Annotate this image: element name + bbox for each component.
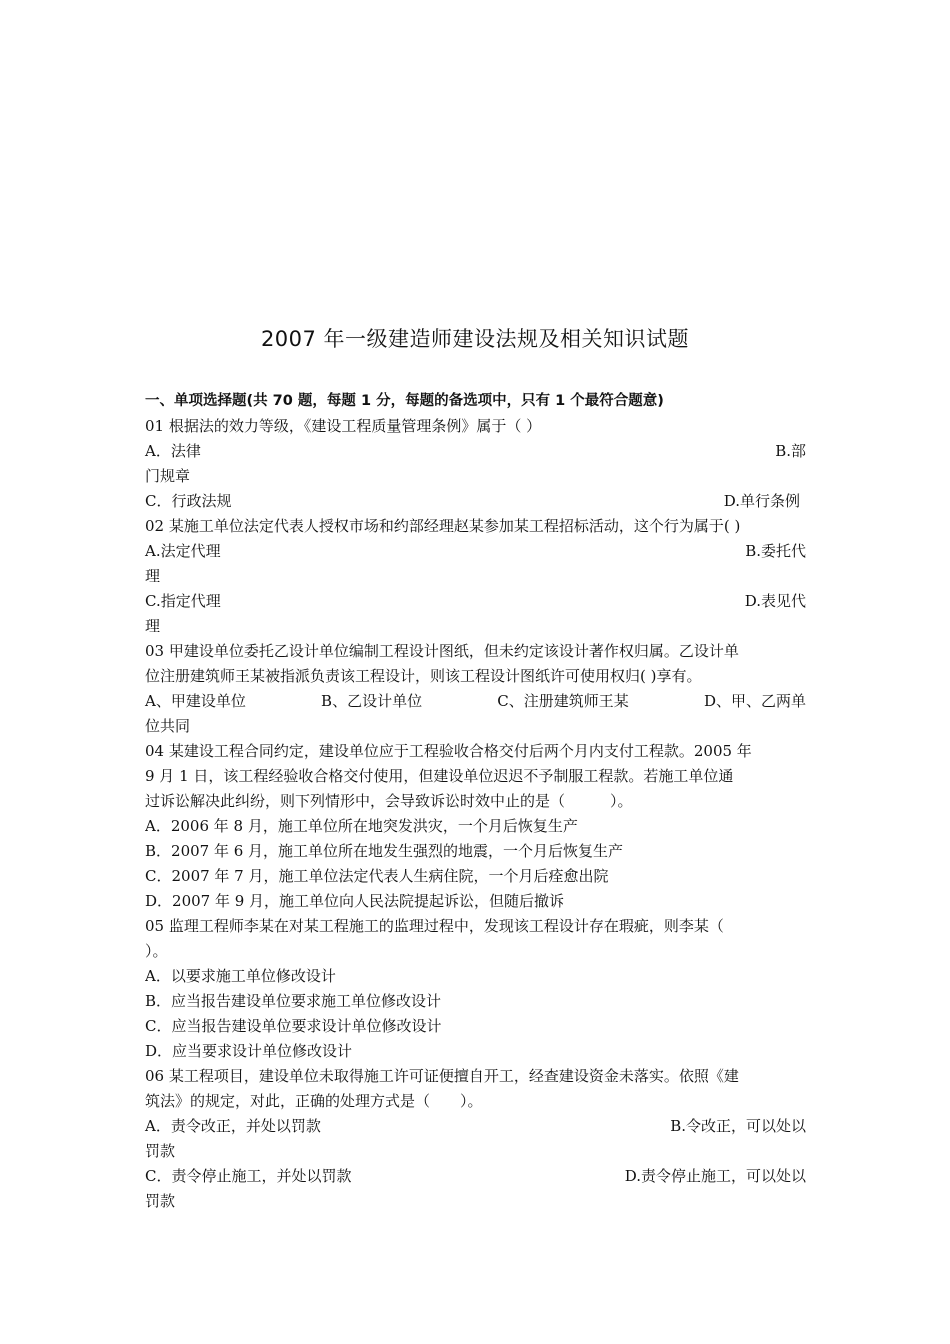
question-4-option-b: B．2007 年 6 月，施工单位所在地发生强烈的地震，一个月后恢复生产	[145, 842, 624, 860]
question-1-option-a: A．法律	[145, 442, 201, 460]
question-4-stem-line-1: 04 某建设工程合同约定，建设单位应于工程验收合格交付后两个月内支付工程款。2005 年	[145, 742, 752, 760]
question-5-option-c: C．应当报告建设单位要求设计单位修改设计	[145, 1017, 442, 1035]
question-4-stem-line-2: 9 月 1 日，该工程经验收合格交付使用，但建设单位迟迟不予制服工程款。若施工单位通	[145, 767, 734, 785]
question-1-options-ab	[145, 439, 806, 464]
question-6-option-b-cont: 罚款	[145, 1142, 176, 1160]
question-1-option-b-cont: 门规章	[145, 467, 191, 485]
question-6-stem-line-1: 06 某工程项目，建设单位未取得施工许可证便擅自开工，经查建设资金未落实。依照《建	[145, 1067, 739, 1085]
document-title: 2007 年一级建造师建设法规及相关知识试题	[260, 327, 690, 351]
question-2-option-a: A.法定代理	[145, 542, 221, 560]
question-1-option-d: D.单行条例	[723, 492, 800, 510]
question-4-option-a: A．2006 年 8 月，施工单位所在地突发洪灾，一个月后恢复生产	[145, 817, 578, 835]
question-6-option-d-cont: 罚款	[145, 1192, 176, 1210]
question-2-option-d-cont: 理	[145, 617, 161, 635]
question-3-option-c: C、注册建筑师王某	[497, 692, 629, 710]
question-1-options-cd	[145, 489, 806, 514]
question-5-option-a: A．以要求施工单位修改设计	[145, 967, 336, 985]
section-heading: 一、单项选择题(共 70 题，每题 1 分，每题的备选项中，只有 1 个最符合题意)	[145, 393, 664, 409]
question-3-option-d-cont: 位共同	[145, 717, 191, 735]
question-6-option-a: A．责令改正，并处以罚款	[145, 1117, 321, 1135]
question-2-option-b-cont: 理	[145, 567, 161, 585]
question-6-stem-line-2: 筑法》的规定，对此，正确的处理方式是（ ）。	[145, 1092, 483, 1110]
question-3-option-a: A、甲建设单位	[145, 692, 246, 710]
question-2-stem: 02 某施工单位法定代表人授权市场和约部经理赵某参加某工程招标活动，这个行为属于( )	[145, 517, 741, 535]
question-5-stem-line-2: ）。	[145, 942, 168, 960]
question-3-stem-line-2: 位注册建筑师王某被指派负责该工程设计，则该工程设计图纸许可使用权归( )享有。	[145, 667, 702, 685]
question-4-option-c: C．2007 年 7 月，施工单位法定代表人生病住院，一个月后痊愈出院	[145, 867, 609, 885]
question-6-option-d: D.责令停止施工，可以处以	[624, 1167, 806, 1185]
question-6-option-c: C．责令停止施工，并处以罚款	[145, 1167, 352, 1185]
question-5-option-d: D．应当要求设计单位修改设计	[145, 1042, 353, 1060]
question-1-option-c: C．行政法规	[145, 492, 232, 510]
question-6-options-ab	[145, 1114, 806, 1139]
question-1-option-b: B.部	[775, 442, 806, 460]
question-4-option-d: D．2007 年 9 月，施工单位向人民法院提起诉讼，但随后撤诉	[145, 892, 565, 910]
question-6-options-cd	[145, 1164, 806, 1189]
question-3-option-b: B、乙设计单位	[321, 692, 423, 710]
question-2-options-cd	[145, 589, 806, 614]
question-4-stem-line-3: 过诉讼解决此纠纷，则下列情形中，会导致诉讼时效中止的是（ ）。	[145, 792, 633, 810]
question-2-option-b: B.委托代	[745, 542, 806, 560]
question-3-stem-line-1: 03 甲建设单位委托乙设计单位编制工程设计图纸，但未约定该设计著作权归属。乙设计单	[145, 642, 739, 660]
question-5-stem-line-1: 05 监理工程师李某在对某工程施工的监理过程中，发现该工程设计存在瑕疵，则李某（	[145, 917, 724, 935]
question-2-options-ab	[145, 539, 806, 564]
question-2-option-c: C.指定代理	[145, 592, 221, 610]
question-6-option-b: B.令改正，可以处以	[670, 1117, 806, 1135]
question-3-options	[145, 689, 806, 714]
question-5-option-b: B．应当报告建设单位要求施工单位修改设计	[145, 992, 442, 1010]
question-2-option-d: D.表见代	[744, 592, 806, 610]
document-body	[145, 389, 806, 1214]
question-3-option-d: D、甲、乙两单	[703, 692, 806, 710]
question-1-stem: 01 根据法的效力等级，《建设工程质量管理条例》属于（ ）	[145, 417, 542, 435]
